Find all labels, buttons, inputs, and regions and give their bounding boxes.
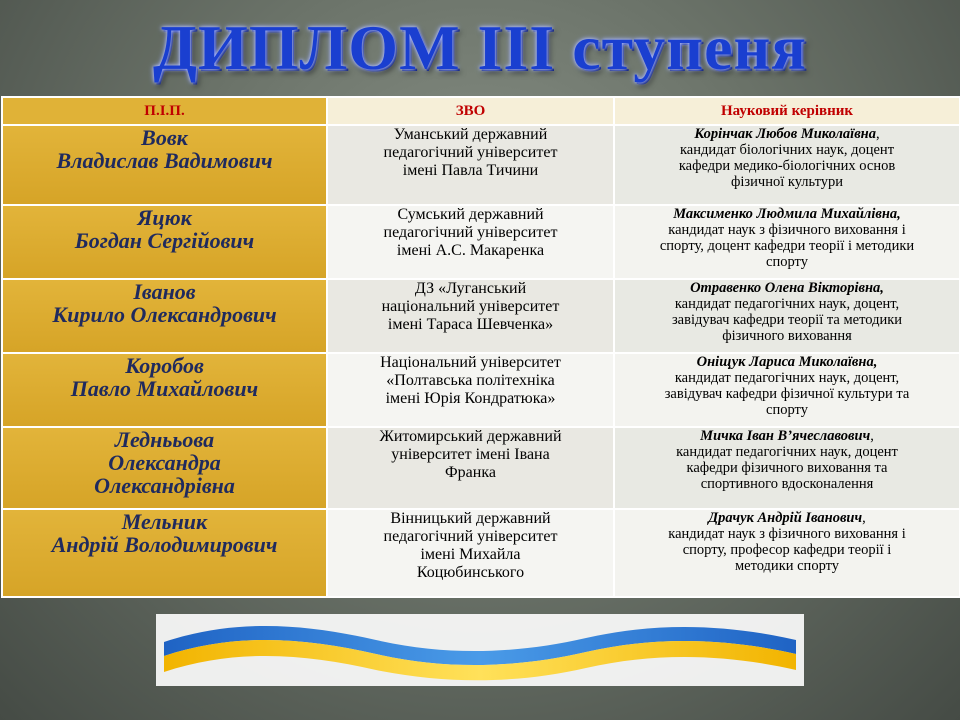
supervisor-cell	[614, 279, 960, 353]
supervisor-info-line: кандидат біологічних наук, доцент	[679, 142, 895, 158]
supervisor-info-line: кандидат педагогічних наук, доцент,	[674, 370, 900, 386]
supervisor-info-line: кафедри медико-біологічних основ	[678, 158, 896, 174]
header-supervisor: Науковий керівник	[614, 97, 960, 125]
student-name-cell	[2, 353, 327, 427]
supervisor-cell	[614, 125, 960, 205]
university-line: імені Михайла	[420, 546, 521, 563]
supervisor-cell	[614, 509, 960, 597]
supervisor-name: Корінчак Любов Миколаївна	[694, 126, 876, 142]
student-name-cell	[2, 125, 327, 205]
supervisor-info-line: фізичного виховання	[722, 328, 852, 344]
student-name-line: Владислав Вадимович	[56, 148, 273, 173]
header-university: ЗВО	[327, 97, 614, 125]
supervisor-cell	[614, 427, 960, 509]
header-name: П.І.П.	[2, 97, 327, 125]
student-name-line: Андрій Володимирович	[51, 532, 278, 557]
university-line: імені Тараса Шевченка»	[387, 316, 554, 333]
university-line: імені А.С. Макаренка	[396, 242, 545, 259]
supervisor-name: Драчук Андрій Іванович	[708, 510, 863, 526]
supervisor-info-line: методики спорту	[734, 558, 840, 574]
university-line: «Полтавська політехніка	[386, 372, 555, 389]
student-name-line: Мельник	[121, 509, 208, 534]
student-name-line: Леднььова	[114, 427, 215, 452]
university-line: імені Павла Тичини	[402, 162, 539, 179]
university-line: національний університет	[381, 298, 560, 315]
university-cell	[327, 509, 614, 597]
supervisor-info-line: спорту	[766, 402, 808, 418]
university-line: університет імені Івана	[391, 446, 550, 463]
table-row	[2, 509, 960, 597]
supervisor-name-line	[615, 510, 959, 526]
supervisor-name-line	[615, 126, 959, 142]
student-name-line: Яцюк	[137, 205, 192, 230]
supervisor-info-line: кандидат педагогічних наук, доцент,	[674, 296, 900, 312]
supervisor-cell	[614, 353, 960, 427]
supervisor-name-line	[615, 206, 959, 222]
supervisor-name-suffix: ,	[862, 510, 866, 526]
supervisor-name: Отравенко Олена Вікторівна,	[690, 280, 884, 296]
university-cell	[327, 205, 614, 279]
supervisor-name-line	[615, 428, 959, 444]
university-line: Вінницький державний	[390, 510, 551, 527]
ukrainian-flag-ribbon	[156, 614, 804, 686]
diploma-table	[1, 96, 960, 598]
supervisor-name: Максименко Людмила Михайлівна,	[673, 206, 901, 222]
supervisor-info-line: фізичної культури	[730, 174, 844, 190]
university-line: Уманський державний	[393, 126, 548, 143]
supervisor-info-line: кандидат наук з фізичного виховання і	[668, 526, 906, 542]
student-name-line: Іванов	[133, 279, 196, 304]
university-line: імені Юрія Кондратюка»	[385, 390, 556, 407]
supervisor-info-line: кандидат наук з фізичного виховання і	[668, 222, 906, 238]
supervisor-info-line: спортивного вдосконалення	[700, 476, 874, 492]
supervisor-name: Оніщук Лариса Миколаївна,	[696, 354, 878, 370]
supervisor-name-suffix: ,	[875, 126, 880, 142]
university-line: Франка	[445, 464, 496, 481]
university-cell	[327, 427, 614, 509]
table-row	[2, 205, 960, 279]
supervisor-info-line: спорту, професор кафедри теорії і	[682, 542, 892, 558]
supervisor-name-line	[615, 280, 959, 296]
supervisor-name-line	[615, 354, 959, 370]
university-cell	[327, 279, 614, 353]
table-row	[2, 427, 960, 509]
university-line: педагогічний університет	[383, 528, 558, 545]
supervisor-name-suffix: ,	[870, 428, 874, 444]
supervisor-cell	[614, 205, 960, 279]
table-header-row	[2, 97, 960, 125]
student-name-line: Олександрівна	[94, 473, 235, 498]
student-name-line: Кирило Олександрович	[52, 302, 277, 327]
university-line: Коцюбинського	[416, 564, 525, 581]
university-line: Житомирський державний	[379, 428, 562, 445]
table-row	[2, 125, 960, 205]
table-row	[2, 353, 960, 427]
student-name-line: Коробов	[125, 353, 204, 378]
student-name-line: Богдан Сергійович	[74, 228, 255, 253]
supervisor-info-line: завідувач кафедри теорії та методики	[671, 312, 903, 328]
page-title: ДИПЛОМ ІІІ ступеня	[153, 12, 807, 83]
university-line: Національний університет	[380, 354, 561, 371]
supervisor-info-line: спорту	[766, 254, 808, 270]
university-cell	[327, 353, 614, 427]
university-cell	[327, 125, 614, 205]
supervisor-info-line: спорту, доцент кафедри теорії і методики	[659, 238, 915, 254]
table-row	[2, 279, 960, 353]
university-line: педагогічний університет	[383, 224, 558, 241]
university-line: педагогічний університет	[383, 144, 558, 161]
student-name-cell	[2, 205, 327, 279]
university-line: Сумський державний	[397, 206, 544, 223]
university-line: ДЗ «Луганський	[414, 280, 527, 297]
student-name-line: Павло Михайлович	[70, 376, 259, 401]
student-name-cell	[2, 427, 327, 509]
student-name-cell	[2, 509, 327, 597]
student-name-line: Олександра	[108, 450, 221, 475]
student-name-cell	[2, 279, 327, 353]
supervisor-info-line: завідувач кафедри фізичної культури та	[664, 386, 910, 402]
supervisor-info-line: кандидат педагогічних наук, доцент	[676, 444, 898, 460]
student-name-line: Вовк	[141, 125, 188, 150]
supervisor-info-line: кафедри фізичного виховання та	[686, 460, 888, 476]
supervisor-name: Мичка Іван В’ячеславович	[700, 428, 871, 444]
